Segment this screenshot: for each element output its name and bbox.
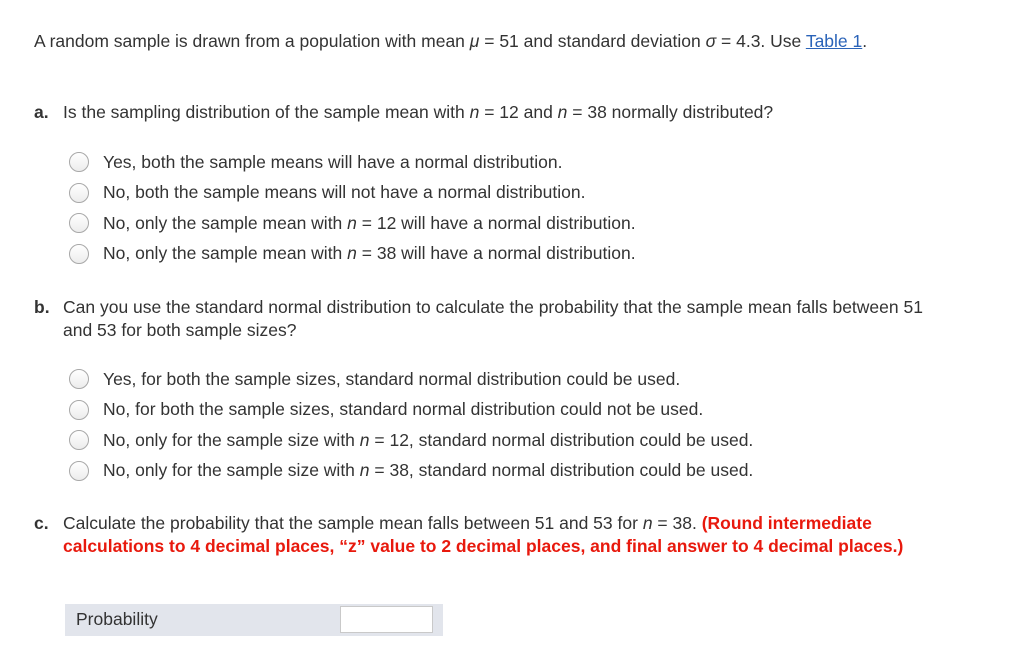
option-a-3[interactable] — [69, 208, 949, 239]
option-label: Yes, for both the sample sizes, standard normal distribution could be used. — [103, 368, 681, 389]
option-label: No, both the sample means will not have a normal distribution. — [103, 182, 586, 203]
option-b-3[interactable] — [69, 425, 949, 456]
mu-symbol: μ — [469, 31, 480, 51]
intro-text-3: = 4.3. Use — [716, 31, 806, 51]
option-label: Yes, both the sample means will have a normal distribution. — [103, 151, 563, 172]
option-label: No, only for the sample size with n = 38, standard normal distribution could be used. — [103, 460, 754, 481]
question-c-text: Calculate the probability that the sample mean falls between 51 and 53 for n = 38. (Round intermediate calculations to 4 decimal places, “z” value to 2 decimal places, and final answer to 4 decimal places.) — [63, 513, 904, 556]
intro-text-end: . — [862, 31, 868, 51]
table-1-link[interactable]: Table 1 — [805, 31, 863, 51]
problem-intro — [34, 30, 974, 53]
probability-input[interactable] — [340, 606, 433, 633]
radio-button[interactable] — [69, 461, 89, 481]
part-c-label: c. — [34, 513, 49, 533]
radio-button[interactable] — [69, 369, 89, 389]
option-b-2[interactable] — [69, 395, 949, 426]
radio-button[interactable] — [69, 183, 89, 203]
question-a-text: Is the sampling distribution of the sample mean with n = 12 and n = 38 normally distributed? — [63, 102, 774, 122]
question-b-text: Can you use the standard normal distribution to calculate the probability that the sample mean falls between 51 and 53 for both sample sizes? — [63, 297, 923, 340]
probability-label: Probability — [76, 609, 158, 629]
question-b — [34, 296, 954, 340]
intro-text-1: A random sample is drawn from a population with mean — [34, 31, 470, 51]
option-a-2[interactable] — [69, 178, 949, 209]
question-a — [34, 101, 954, 124]
radio-button[interactable] — [69, 152, 89, 172]
part-a-label: a. — [34, 102, 49, 122]
option-a-4[interactable] — [69, 239, 949, 270]
option-label: No, only for the sample size with n = 12, standard normal distribution could be used. — [103, 429, 754, 450]
probability-answer-row — [65, 604, 443, 636]
options-a — [69, 147, 949, 269]
option-label: No, for both the sample sizes, standard normal distribution could not be used. — [103, 399, 704, 420]
radio-button[interactable] — [69, 244, 89, 264]
option-a-1[interactable] — [69, 147, 949, 178]
radio-button[interactable] — [69, 400, 89, 420]
intro-text-2: = 51 and standard deviation — [479, 31, 706, 51]
radio-button[interactable] — [69, 430, 89, 450]
sigma-symbol: σ — [705, 31, 717, 51]
question-c — [34, 512, 954, 556]
option-b-1[interactable] — [69, 364, 949, 395]
option-label: No, only the sample mean with n = 38 will have a normal distribution. — [103, 243, 636, 264]
option-b-4[interactable] — [69, 456, 949, 487]
option-label: No, only the sample mean with n = 12 will have a normal distribution. — [103, 212, 636, 233]
part-b-label: b. — [34, 297, 50, 317]
rounding-instruction: (Round intermediate calculations to 4 decimal places, “z” value to 2 decimal places, and final answer to 4 decimal places.) — [63, 513, 904, 556]
radio-button[interactable] — [69, 213, 89, 233]
options-b — [69, 364, 949, 486]
